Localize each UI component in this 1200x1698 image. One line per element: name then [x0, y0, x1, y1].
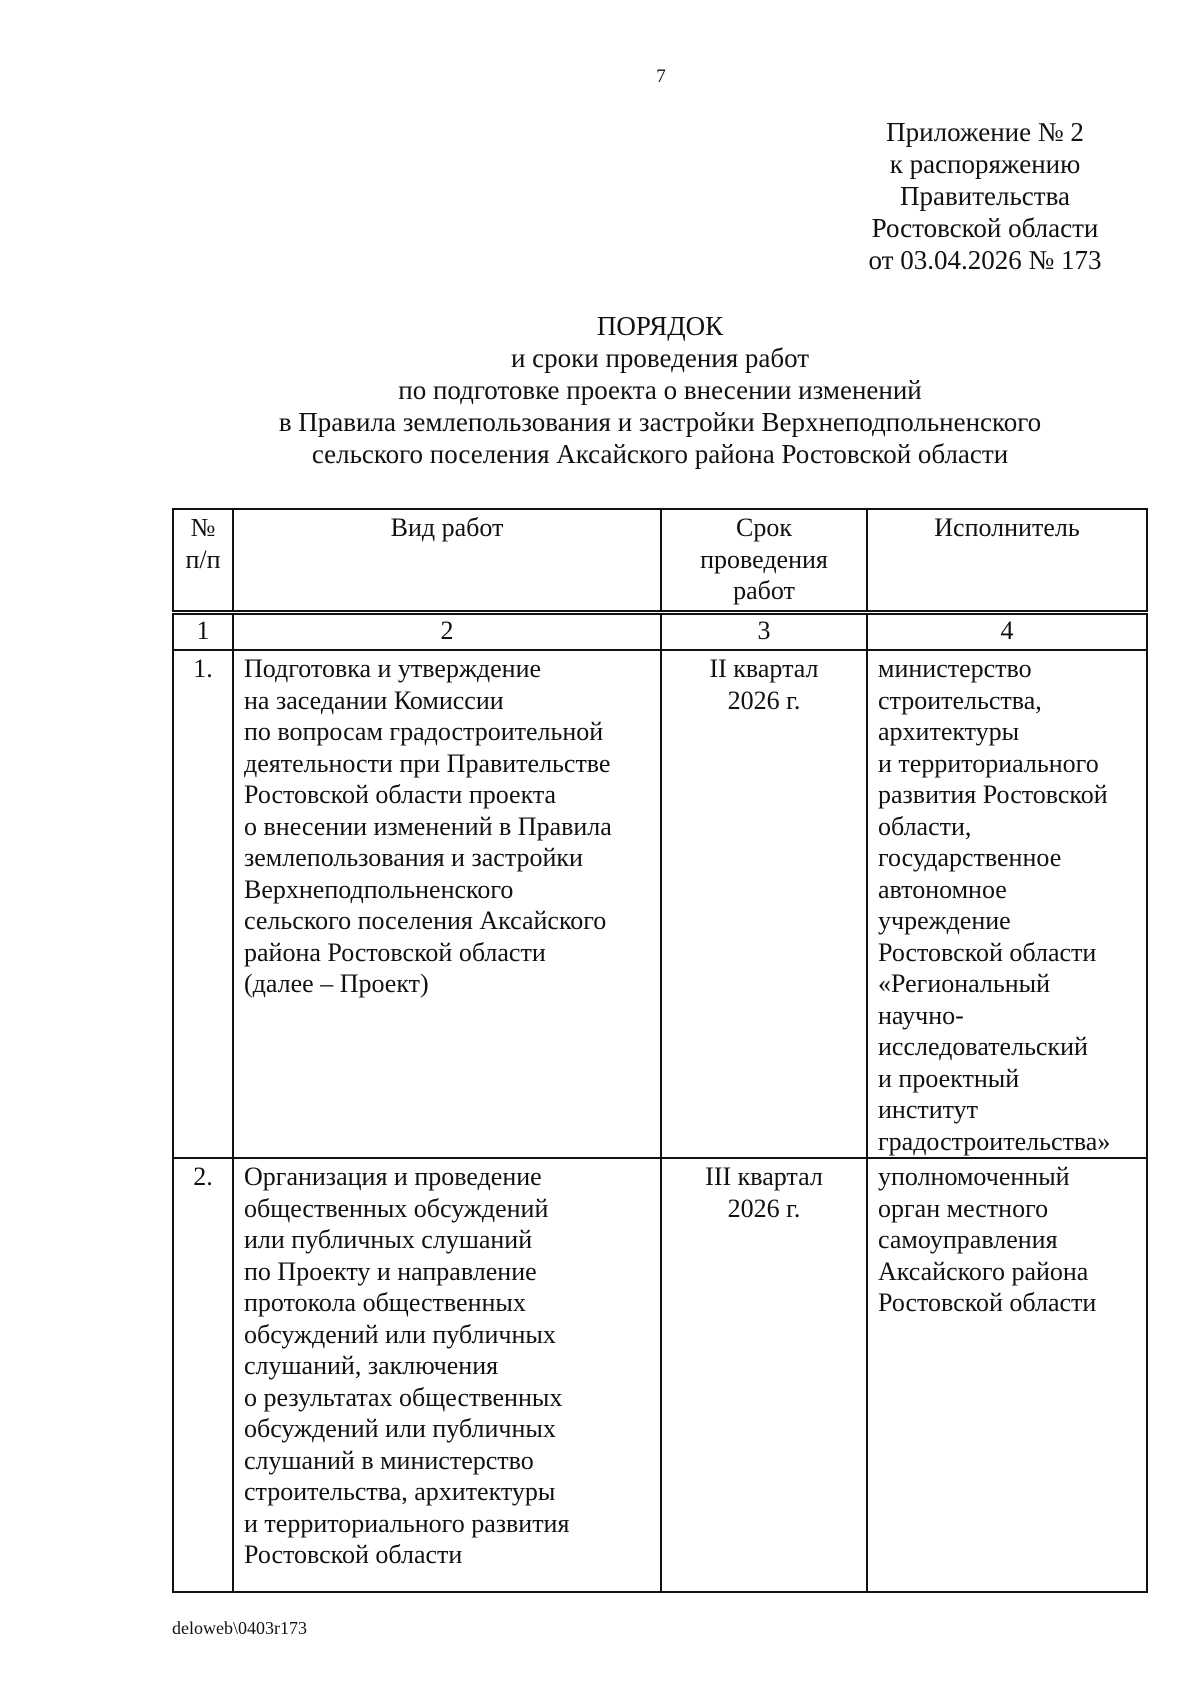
column-number: 3 — [661, 613, 867, 651]
work-description: Подготовка и утверждение на заседании Комиссии по вопросам градостроительной деятельности при Правительстве Ростовской области проекта о внесении изменений в Правила землепользования и застройки Верхнеподпольненского сельского поселения Аксайского района Ростовской области (далее – Проект) — [233, 650, 661, 1158]
title-line: сельского поселения Аксайского района Ростовской области — [311, 439, 1009, 469]
header-no: № п/п — [173, 509, 233, 613]
header-term: Срок проведения работ — [661, 509, 867, 613]
work-executor: уполномоченный орган местного самоуправления Аксайского района Ростовской области — [867, 1158, 1147, 1592]
table-row — [173, 1158, 1147, 1592]
title-line: и сроки проведения работ — [510, 343, 810, 373]
work-term: III квартал 2026 г. — [661, 1158, 867, 1592]
appendix-line: Приложение № 2 — [886, 117, 1084, 147]
table-row — [173, 650, 1147, 1158]
header-work-type: Вид работ — [233, 509, 661, 613]
column-number: 2 — [233, 613, 661, 651]
appendix-block — [840, 116, 1130, 276]
column-number: 4 — [867, 613, 1147, 651]
appendix-line: Ростовской области — [871, 213, 1099, 243]
appendix-date-line: от 03.04.2026 № 173 — [868, 245, 1102, 275]
row-number: 1. — [173, 650, 233, 1158]
title-line: по подготовке проекта о внесении изменений — [398, 375, 922, 405]
work-description: Организация и проведение общественных обсуждений или публичных слушаний по Проекту и направление протокола общественных обсуждений или публичных слушаний, заключения о результатах общественных обсуждений или публичных слушаний в министерство строительства, архитектуры и территориального развития Ростовской области — [233, 1158, 661, 1592]
row-number: 2. — [173, 1158, 233, 1592]
title-heading: ПОРЯДОК — [596, 311, 724, 341]
column-number: 1 — [173, 613, 233, 651]
appendix-line: Правительства — [900, 181, 1070, 211]
page-number: 7 — [656, 66, 666, 87]
work-executor: министерство строительства, архитектуры и территориального развития Ростовской области, государственное автономное учреждение Ростовской области «Региональный научно- исследовательский и проектный институт градостроительства» — [867, 650, 1147, 1158]
works-schedule-table — [172, 508, 1148, 1593]
table-header-row — [173, 509, 1147, 613]
work-term: II квартал 2026 г. — [661, 650, 867, 1158]
appendix-line: к распоряжению — [889, 149, 1081, 179]
title-line: в Правила землепользования и застройки Верхнеподпольненского — [278, 407, 1042, 437]
document-code: deloweb\0403r173 — [172, 1618, 307, 1638]
header-executor: Исполнитель — [867, 509, 1147, 613]
document-title — [150, 310, 1170, 470]
column-number-row — [173, 613, 1147, 651]
